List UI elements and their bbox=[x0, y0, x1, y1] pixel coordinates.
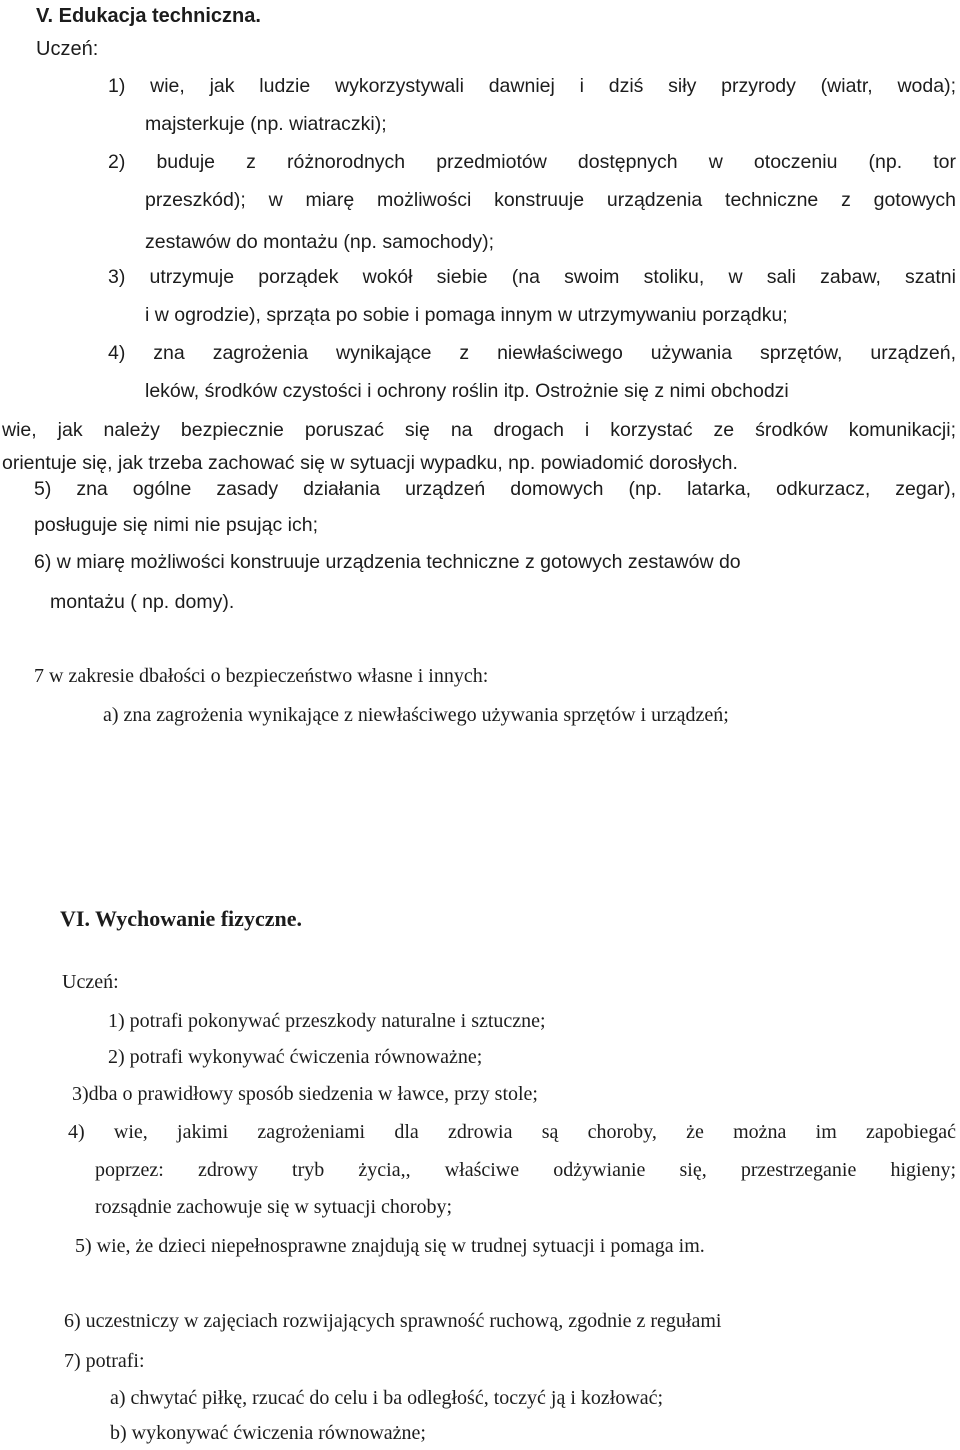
list-item-7a: a) zna zagrożenia wynikające z niewłaściwego używania sprzętów i urządzeń; bbox=[103, 704, 729, 726]
pe-item-4-cont-2: rozsądnie zachowuje się w sytuacji choroby; bbox=[95, 1196, 453, 1218]
list-item-4-cont: leków, środków czystości i ochrony roślin itp. Ostrożnie się z nimi obchodzi bbox=[145, 380, 789, 402]
pe-item-7a: a) chwytać piłkę, rzucać do celu i ba odległość, toczyć ją i kozłować; bbox=[110, 1387, 664, 1409]
list-item-5-cont: posługuje się nimi nie psując ich; bbox=[34, 514, 318, 536]
list-item-2-cont-2: zestawów do montażu (np. samochody); bbox=[145, 231, 495, 253]
section-vi-heading: VI. Wychowanie fizyczne. bbox=[60, 906, 302, 931]
pe-item-1: 1) potrafi pokonywać przeszkody naturalne i sztuczne; bbox=[108, 1010, 546, 1032]
list-item-2-cont: przeszkód); w miarę możliwości konstruuje urządzenia techniczne z gotowych bbox=[145, 189, 956, 211]
list-item-3-cont: i w ogrodzie), sprząta po sobie i pomaga innym w utrzymywaniu porządku; bbox=[145, 304, 788, 326]
pe-item-7: 7) potrafi: bbox=[64, 1350, 145, 1372]
pe-item-5: 5) wie, że dzieci niepełnosprawne znajdują się w trudnej sytuacji i pomaga im. bbox=[75, 1235, 705, 1257]
list-item-1-cont: majsterkuje (np. wiatraczki); bbox=[145, 113, 387, 135]
safety-line-1: wie, jak należy bezpiecznie poruszać się na drogach i korzystać ze środków komunikacji; bbox=[2, 419, 956, 441]
list-item-7: 7 w zakresie dbałości o bezpieczeństwo własne i innych: bbox=[34, 665, 489, 687]
list-item-2: 2) buduje z różnorodnych przedmiotów dostępnych w otoczeniu (np. tor bbox=[108, 151, 956, 173]
pe-item-7b: b) wykonywać ćwiczenia równoważne; bbox=[110, 1422, 426, 1444]
section-v-pupil-label: Uczeń: bbox=[36, 38, 99, 60]
pe-item-6: 6) uczestniczy w zajęciach rozwijających sprawność ruchową, zgodnie z regułami bbox=[64, 1310, 722, 1332]
list-item-6: 6) w miarę możliwości konstruuje urządzenia techniczne z gotowych zestawów do bbox=[34, 551, 741, 573]
pe-item-2: 2) potrafi wykonywać ćwiczenia równoważne; bbox=[108, 1046, 483, 1068]
safety-line-2: orientuje się, jak trzeba zachować się w sytuacji wypadku, np. powiadomić dorosłych. bbox=[2, 452, 738, 474]
pe-item-4-cont: poprzez: zdrowy tryb życia,, właściwe odżywianie się, przestrzeganie higieny; bbox=[95, 1159, 956, 1181]
list-item-4: 4) zna zagrożenia wynikające z niewłaściwego używania sprzętów, urządzeń, bbox=[108, 342, 956, 364]
section-v-heading: V. Edukacja techniczna. bbox=[36, 5, 261, 27]
list-item-3: 3) utrzymuje porządek wokół siebie (na swoim stoliku, w sali zabaw, szatni bbox=[108, 266, 956, 288]
list-item-6-cont: montażu ( np. domy). bbox=[50, 591, 235, 613]
list-item-1: 1) wie, jak ludzie wykorzystywali dawniej i dziś siły przyrody (wiatr, woda); bbox=[108, 75, 956, 97]
section-vi-pupil-label: Uczeń: bbox=[62, 971, 119, 993]
list-item-5: 5) zna ogólne zasady działania urządzeń domowych (np. latarka, odkurzacz, zegar), bbox=[34, 478, 956, 500]
pe-item-3: 3)dba o prawidłowy sposób siedzenia w ławce, przy stole; bbox=[72, 1083, 538, 1105]
pe-item-4: 4) wie, jakimi zagrożeniami dla zdrowia są choroby, że można im zapobiegać bbox=[68, 1121, 956, 1143]
